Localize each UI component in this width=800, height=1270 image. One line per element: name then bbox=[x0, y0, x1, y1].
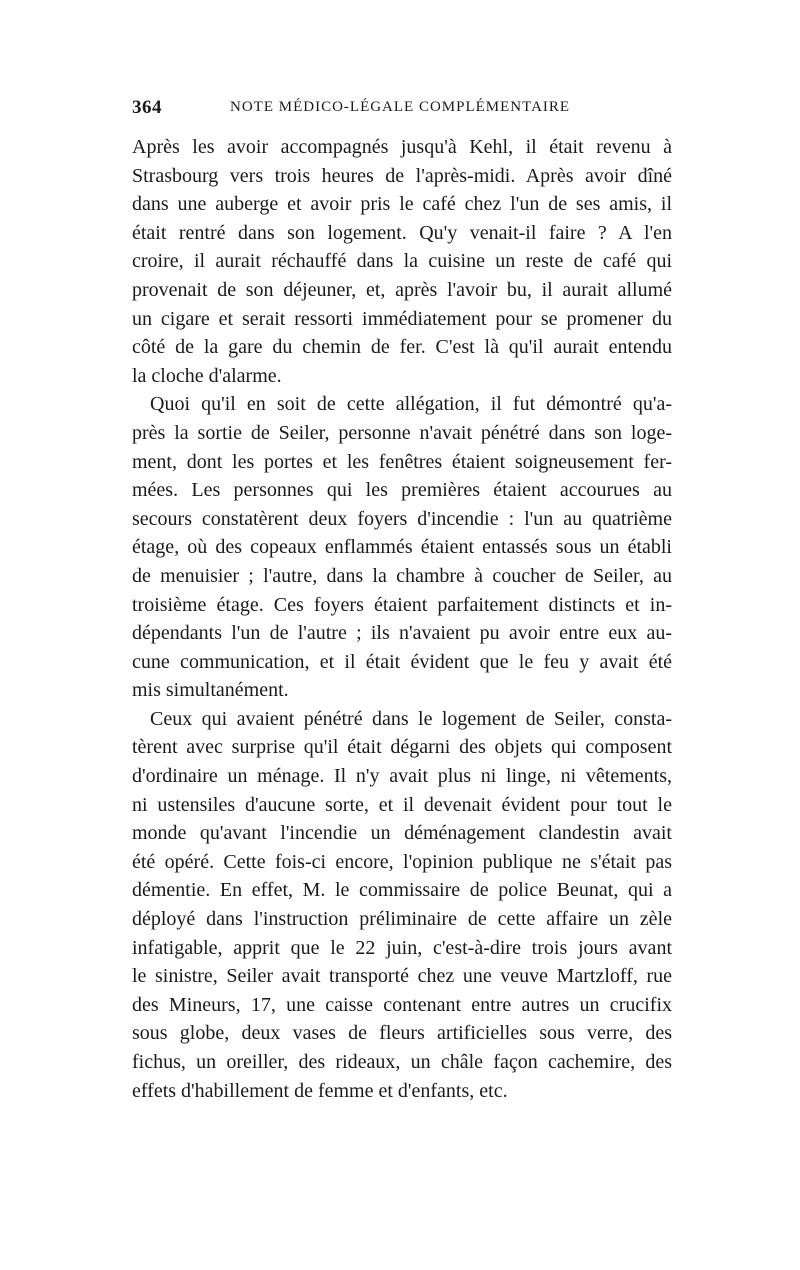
text-line: démentie. En effet, M. le commissaire de police Beunat, qui a bbox=[132, 879, 672, 902]
text-line: fichus, un oreiller, des rideaux, un châle façon cachemire, des bbox=[132, 1051, 672, 1073]
text-line: mées. Les personnes qui les premières étaient accourues au bbox=[132, 479, 672, 502]
text-line: effets d'habillement de femme et d'enfants, etc. bbox=[132, 1079, 508, 1102]
text-line: côté de la gare du chemin de fer. C'est là qu'il aurait entendu bbox=[132, 336, 672, 359]
text-line: étage, où des copeaux enflammés étaient entassés sous un établi bbox=[132, 536, 672, 559]
text-line: ni ustensiles d'aucune sorte, et il devenait évident pour tout le bbox=[132, 793, 672, 816]
text-line: Après les avoir accompagnés jusqu'à Kehl, il était revenu à bbox=[132, 136, 672, 158]
text-line: des Mineurs, 17, une caisse contenant entre autres un crucifix bbox=[132, 993, 672, 1016]
text-line: tèrent avec surprise qu'il était dégarni des objets qui composent bbox=[132, 736, 672, 759]
text-line: le sinistre, Seiler avait transporté chez une veuve Martzloff, rue bbox=[132, 965, 672, 988]
body-text bbox=[132, 133, 672, 1105]
text-line: Quoi qu'il en soit de cette allégation, il fut démontré qu'a- bbox=[150, 393, 672, 416]
text-line: croire, il aurait réchauffé dans la cuisine un reste de café qui bbox=[132, 250, 672, 273]
page-number: 364 bbox=[132, 97, 162, 118]
running-title: NOTE MÉDICO-LÉGALE COMPLÉMENTAIRE bbox=[230, 99, 571, 115]
text-line: Strasbourg vers trois heures de l'après-midi. Après avoir dîné bbox=[132, 164, 672, 187]
page-header bbox=[132, 97, 672, 121]
text-line: d'ordinaire un ménage. Il n'y avait plus ni linge, ni vêtements, bbox=[132, 765, 672, 788]
text-line: monde qu'avant l'incendie un déménagement clandestin avait bbox=[132, 822, 672, 845]
text-line: infatigable, apprit que le 22 juin, c'est-à-dire trois jours avant bbox=[132, 936, 672, 959]
text-line: troisième étage. Ces foyers étaient parfaitement distincts et in- bbox=[132, 593, 672, 616]
text-line: provenait de son déjeuner, et, après l'avoir bu, il aurait allumé bbox=[132, 278, 672, 301]
text-line: été opéré. Cette fois-ci encore, l'opinion publique ne s'était pas bbox=[132, 850, 672, 873]
text-line: de menuisier ; l'autre, dans la chambre à coucher de Seiler, au bbox=[132, 564, 672, 587]
text-line: près la sortie de Seiler, personne n'avait pénétré dans son loge- bbox=[132, 421, 672, 444]
text-line: cune communication, et il était évident que le feu y avait été bbox=[132, 650, 672, 673]
text-line: déployé dans l'instruction préliminaire de cette affaire un zèle bbox=[132, 908, 672, 931]
text-line: dans une auberge et avoir pris le café chez l'un de ses amis, il bbox=[132, 193, 672, 216]
text-line: ment, dont les portes et les fenêtres étaient soigneusement fer- bbox=[132, 450, 672, 473]
text-line: était rentré dans son logement. Qu'y venait-il faire ? A l'en bbox=[132, 221, 672, 244]
text-line: la cloche d'alarme. bbox=[132, 364, 282, 387]
text-line: dépendants l'un de l'autre ; ils n'avaient pu avoir entre eux au- bbox=[132, 622, 672, 645]
text-line: Ceux qui avaient pénétré dans le logement de Seiler, consta- bbox=[150, 707, 672, 730]
text-line: sous globe, deux vases de fleurs artificielles sous verre, des bbox=[132, 1022, 672, 1045]
text-line: un cigare et serait ressorti immédiatement pour se promener du bbox=[132, 307, 672, 330]
text-line: mis simultanément. bbox=[132, 679, 289, 702]
text-line: secours constatèrent deux foyers d'incendie : l'un au quatrième bbox=[132, 507, 672, 530]
